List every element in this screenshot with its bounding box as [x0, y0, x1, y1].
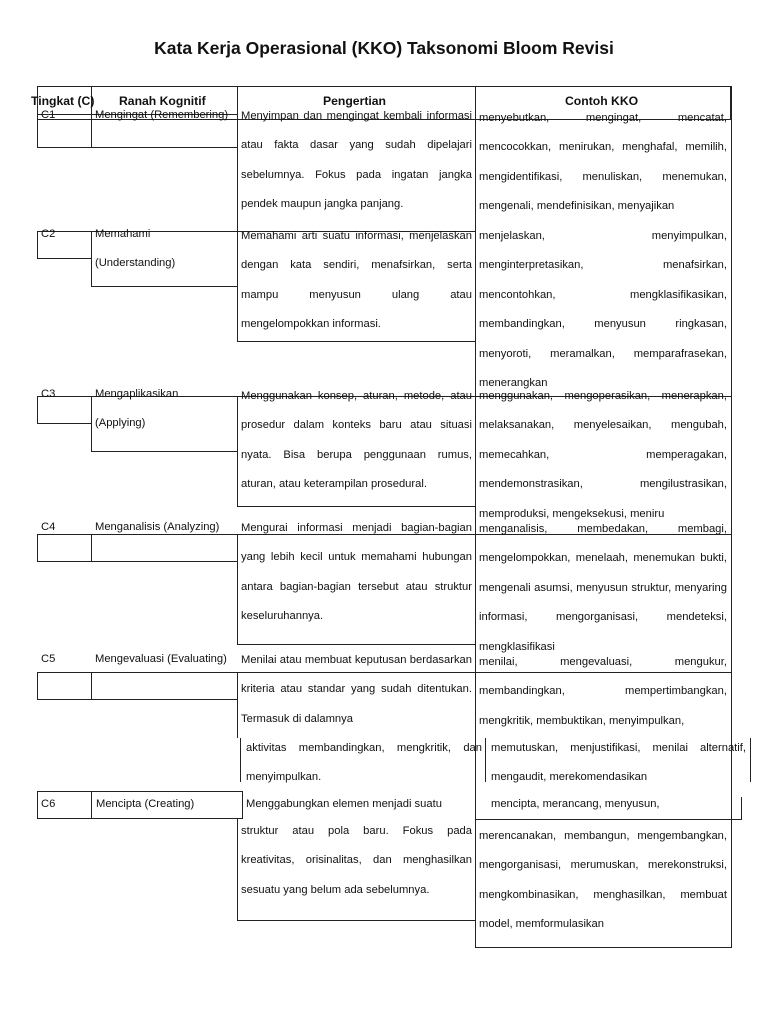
- c4-pengertian: Mengurai informasi menjadi bagian-bagian yang lebih kecil untuk memahami hubungan antara bagian-bagian tersebut atau struktur keseluruhannya.: [241, 522, 472, 623]
- c6-pengertian-part2: struktur atau pola baru. Fokus pada kreativitas, orisinalitas, dan menghasilkan sesuatu yang belum ada sebelumnya.: [241, 825, 472, 896]
- c2-code: C2: [41, 228, 56, 240]
- c6-pengertian-left: [237, 819, 238, 920]
- c6-kko-right-stub: [741, 797, 742, 819]
- page-title: Kata Kerja Operasional (KKO) Taksonomi Bloom Revisi: [154, 38, 614, 58]
- c5-cont-mid: [485, 738, 486, 782]
- c5-pengertian-part2: aktivitas membandingkan, mengkritik, dan menyimpulkan.: [246, 742, 482, 784]
- c2-ranah-line1: Memahami: [95, 228, 151, 240]
- c6-kko-part2: merencanakan, membangun, mengembangkan, mengorganisasi, merumuskan, merekonstruksi, mengkombinasikan, menghasilkan, membuat model, memformulasikan: [479, 830, 727, 931]
- table-bottom-border: [475, 947, 732, 948]
- c6-ranah: Mencipta (Creating): [96, 798, 195, 810]
- c3-ranah-line2: (Applying): [95, 417, 146, 429]
- c4-ranah: Menganalisis (Analyzing): [95, 521, 220, 533]
- c2-kko: menjelaskan, menyimpulkan, menginterpretasikan, menafsirkan, mencontohkan, mengklasifikasikan, membandingkan, menyusun ringkasan, menyoroti, meramalkan, memparafrasekan, menerangkan: [479, 230, 727, 390]
- c5-cont-right: [750, 738, 751, 782]
- c5-kko-part2: memutuskan, menjustifikasi, menilai alternatif, mengaudit, merekomendasikan: [491, 742, 746, 784]
- c5-code-cell: [37, 672, 92, 700]
- c1-code: C1: [41, 109, 56, 121]
- c2-ranah-line2: (Understanding): [95, 257, 176, 269]
- c6-kko-part1: mencipta, merancang, menyusun,: [491, 798, 660, 810]
- c1-pengertian-left: [237, 114, 238, 232]
- c1-kko: menyebutkan, mengingat, mencatat, mencocokkan, menirukan, menghafal, memilih, mengidentifikasi, menuliskan, menemukan, mengenali, mendefinisikan, menyajikan: [479, 112, 727, 213]
- c6-pengertian-part1: Menggabungkan elemen menjadi suatu: [246, 798, 442, 810]
- c2-pengertian: Memahami arti suatu informasi, menjelaskan dengan kata sendiri, menafsirkan, serta mampu menyusun ulang atau mengelompokkan informasi.: [241, 230, 472, 331]
- c5-kko-part1: menilai, mengevaluasi, mengukur, membandingkan, mempertimbangkan, mengkritik, membuktikan, menyimpulkan,: [479, 656, 727, 727]
- c6-code: C6: [41, 798, 56, 810]
- c5-code: C5: [41, 653, 56, 665]
- c5-cont-left: [240, 738, 241, 782]
- c3-code: C3: [41, 388, 56, 400]
- c3-pengertian: Menggunakan konsep, aturan, metode, atau prosedur dalam konteks baru atau situasi nyata. Bisa berupa penggunaan rumus, aturan, atau keterampilan prosedural.: [241, 390, 472, 491]
- c6-pengertian-bottom: [237, 920, 476, 921]
- c1-pengertian: Menyimpan dan mengingat kembali informasi atau fakta dasar yang sudah dipelajari sebelumnya. Fokus pada ingatan jangka pendek maupun jangka panjang.: [241, 110, 472, 211]
- c3-ranah-line1: Mengaplikasikan: [95, 388, 179, 400]
- c3-kko: menggunakan, mengoperasikan, menerapkan, melaksanakan, menyelesaikan, mengubah, memecahkan, memperagakan, mendemonstrasikan, mengilustrasikan, memproduksi, mengeksekusi, meniru: [479, 390, 727, 520]
- c5-ranah: Mengevaluasi (Evaluating): [95, 653, 227, 665]
- c5-ranah-cell: [91, 672, 238, 700]
- c4-kko: menganalisis, membedakan, membagi, mengelompokkan, menelaah, menemukan bukti, mengenali asumsi, menyusun struktur, menyaring informasi, mengorganisasi, mendeteksi, mengklasifikasi: [479, 523, 727, 653]
- header-ranah: Ranah Kognitif: [119, 94, 206, 108]
- c4-code: C4: [41, 521, 56, 533]
- header-tingkat: Tingkat (C): [31, 94, 95, 108]
- c5-pengertian-part1: Menilai atau membuat keputusan berdasarkan kriteria atau standar yang sudah ditentukan. Termasuk di dalamnya: [241, 654, 472, 725]
- header-pengertian: Pengertian: [323, 94, 386, 108]
- header-contoh: Contoh KKO: [565, 94, 639, 108]
- c5-pengertian-left: [237, 672, 238, 738]
- c1-ranah: Mengingat (Remembering): [95, 109, 229, 121]
